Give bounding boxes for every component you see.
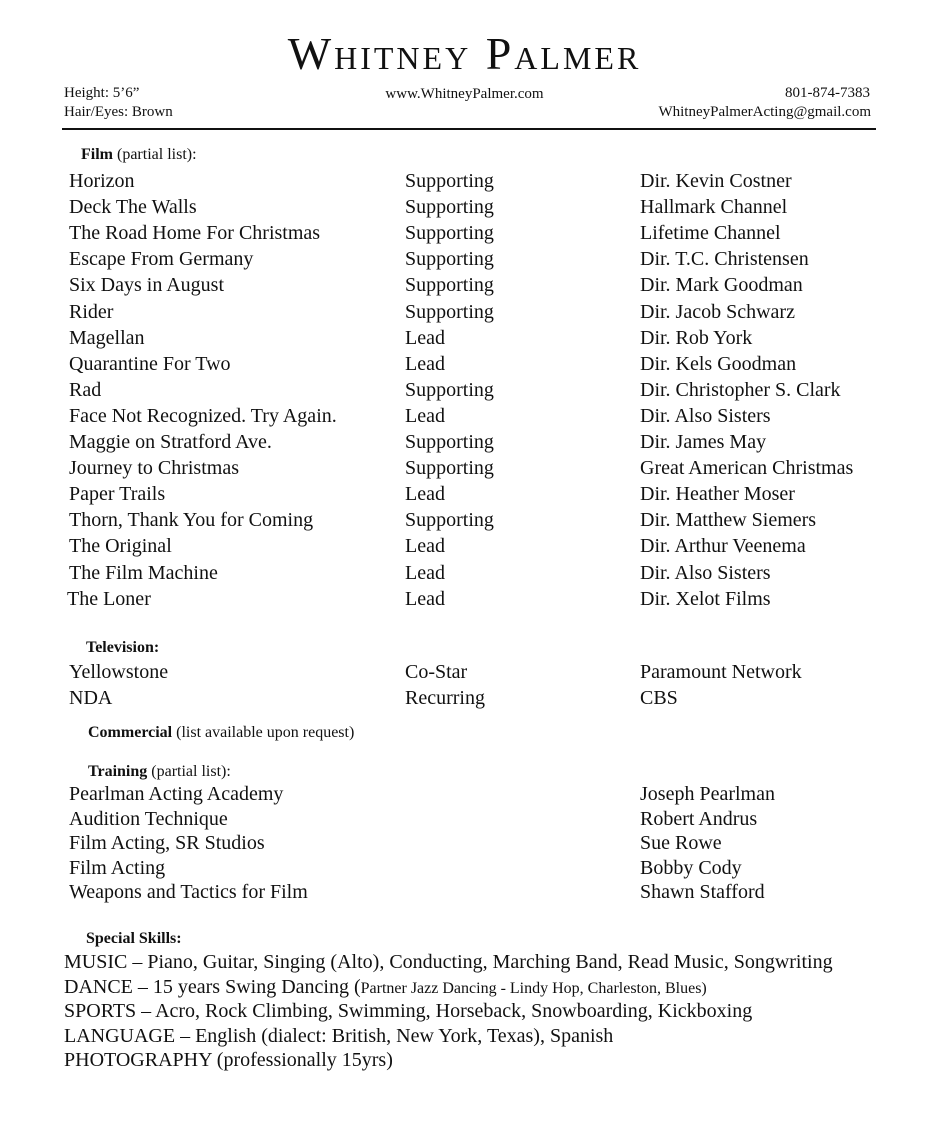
film-title: The Loner: [67, 587, 151, 610]
training-row: [0, 879, 929, 905]
training-teacher: Robert Andrus: [640, 807, 758, 830]
film-row: [0, 220, 929, 246]
television-row: [0, 659, 929, 685]
film-title: Deck The Walls: [69, 196, 197, 219]
film-credit: Dir. Matthew Siemers: [640, 509, 817, 532]
film-credit: Dir. Arthur Veenema: [640, 535, 806, 558]
training-note: (partial list):: [147, 763, 231, 780]
film-title: Maggie on Stratford Ave.: [69, 431, 272, 453]
film-title: Six Days in August: [69, 274, 225, 297]
film-role: Lead: [405, 561, 445, 584]
commercial-note: (list available upon request): [172, 724, 355, 741]
television-role: Recurring: [405, 687, 485, 709]
television-row: [0, 685, 929, 711]
film-role: Lead: [405, 587, 445, 610]
film-row: [0, 325, 929, 351]
film-row: [0, 533, 929, 559]
television-credit: CBS: [640, 687, 678, 709]
skill-music: MUSIC – Piano, Guitar, Singing (Alto), Conducting, Marching Band, Read Music, Songwriting: [64, 951, 833, 973]
height-info: Height: 5’6”: [64, 85, 140, 101]
film-credit: Dir. Christopher S. Clark: [640, 378, 841, 401]
film-row: [0, 246, 929, 272]
commercial-heading: [88, 723, 354, 743]
skills-heading: [86, 929, 182, 949]
training-course: Pearlman Acting Academy: [69, 783, 284, 805]
film-role: Supporting: [405, 431, 494, 453]
television-label: Television:: [86, 639, 160, 656]
film-title: Rider: [69, 300, 114, 323]
film-title: Quarantine For Two: [69, 352, 231, 375]
training-course: Weapons and Tactics for Film: [69, 881, 308, 903]
phone-number[interactable]: 801-874-7383: [785, 85, 870, 101]
training-teacher: Sue Rowe: [640, 832, 722, 854]
film-heading: [81, 145, 197, 165]
training-row: [0, 830, 929, 856]
film-role: Supporting: [405, 509, 494, 532]
film-credit: Dir. James May: [640, 431, 767, 453]
skill-dance-detail: Partner Jazz Dancing - Lindy Hop, Charleston, Blues): [360, 979, 707, 997]
skills-label: Special Skills:: [86, 930, 182, 947]
film-row: [0, 194, 929, 220]
header-divider: [62, 128, 876, 130]
film-credit: Dir. Xelot Films: [640, 587, 771, 610]
film-credit: Dir. Kevin Costner: [640, 170, 792, 192]
training-label: Training: [88, 763, 148, 780]
film-role: Lead: [405, 535, 445, 558]
film-role: Supporting: [405, 300, 494, 323]
training-heading: [88, 762, 231, 782]
film-row: [0, 272, 929, 298]
hair-eyes-info: Hair/Eyes: Brown: [64, 104, 173, 120]
training-teacher: Joseph Pearlman: [640, 783, 775, 805]
film-row: [0, 403, 929, 429]
film-role: Lead: [405, 352, 445, 375]
film-title: Magellan: [69, 326, 145, 349]
film-credit: Dir. Jacob Schwarz: [640, 300, 795, 323]
training-row: [0, 806, 929, 832]
film-role: Lead: [405, 326, 445, 349]
film-row: [0, 377, 929, 403]
skill-photography: PHOTOGRAPHY (professionally 15yrs): [64, 1049, 393, 1071]
film-title: Horizon: [69, 170, 135, 192]
film-role: Supporting: [405, 457, 494, 480]
film-role: Lead: [405, 404, 445, 427]
training-teacher: Bobby Cody: [640, 856, 742, 879]
film-title: Face Not Recognized. Try Again.: [69, 404, 337, 427]
film-title: Escape From Germany: [69, 248, 254, 271]
film-note: (partial list):: [113, 146, 197, 163]
film-role: Supporting: [405, 274, 494, 297]
film-credit: Great American Christmas: [640, 457, 854, 480]
skill-language: LANGUAGE – English (dialect: British, New York, Texas), Spanish: [64, 1024, 614, 1047]
film-role: Supporting: [405, 378, 494, 401]
skill-dance: [64, 975, 707, 1001]
film-title: The Film Machine: [69, 561, 218, 584]
film-credit: Hallmark Channel: [640, 196, 788, 219]
film-role: Lead: [405, 483, 445, 506]
film-row: [0, 507, 929, 533]
training-course: Film Acting, SR Studios: [69, 832, 265, 854]
skill-dance-main: DANCE – 15 years Swing Dancing (: [64, 975, 361, 998]
television-role: Co-Star: [405, 661, 468, 683]
commercial-label: Commercial: [88, 724, 173, 741]
film-row: [0, 560, 929, 586]
film-title: Rad: [69, 378, 102, 401]
film-row: [0, 586, 929, 612]
training-teacher: Shawn Stafford: [640, 881, 765, 903]
film-credit: Dir. Heather Moser: [640, 483, 795, 506]
film-credit: Dir. Kels Goodman: [640, 352, 797, 375]
website-link[interactable]: www.WhitneyPalmer.com: [385, 86, 544, 102]
film-title: The Original: [69, 535, 172, 558]
actor-name: Whitney Palmer: [287, 28, 642, 79]
film-title: Paper Trails: [69, 483, 166, 506]
film-credit: Lifetime Channel: [640, 222, 781, 245]
television-heading: [86, 638, 159, 658]
television-title: NDA: [69, 687, 113, 709]
email-address[interactable]: WhitneyPalmerActing@gmail.com: [658, 104, 871, 120]
film-row: [0, 299, 929, 325]
television-title: Yellowstone: [69, 661, 169, 683]
film-credit: Dir. Also Sisters: [640, 404, 771, 427]
film-title: Thorn, Thank You for Coming: [69, 509, 314, 532]
film-credit: Dir. Mark Goodman: [640, 274, 803, 297]
film-credit: Dir. Also Sisters: [640, 561, 771, 584]
film-row: [0, 351, 929, 377]
skill-sports: SPORTS – Acro, Rock Climbing, Swimming, Horseback, Snowboarding, Kickboxing: [64, 1000, 753, 1022]
television-credit: Paramount Network: [640, 661, 802, 683]
training-course: Audition Technique: [69, 807, 228, 830]
film-title: The Road Home For Christmas: [69, 222, 321, 245]
film-credit: Dir. Rob York: [640, 326, 753, 349]
film-row: [0, 481, 929, 507]
film-role: Supporting: [405, 248, 494, 271]
film-label: Film: [81, 146, 113, 163]
film-row: [0, 168, 929, 194]
film-row: [0, 429, 929, 455]
training-course: Film Acting: [69, 856, 166, 879]
film-role: Supporting: [405, 222, 494, 245]
film-title: Journey to Christmas: [69, 457, 239, 480]
film-role: Supporting: [405, 196, 494, 219]
film-credit: Dir. T.C. Christensen: [640, 248, 809, 271]
film-role: Supporting: [405, 170, 494, 192]
training-row: [0, 781, 929, 807]
training-row: [0, 855, 929, 881]
film-row: [0, 455, 929, 481]
